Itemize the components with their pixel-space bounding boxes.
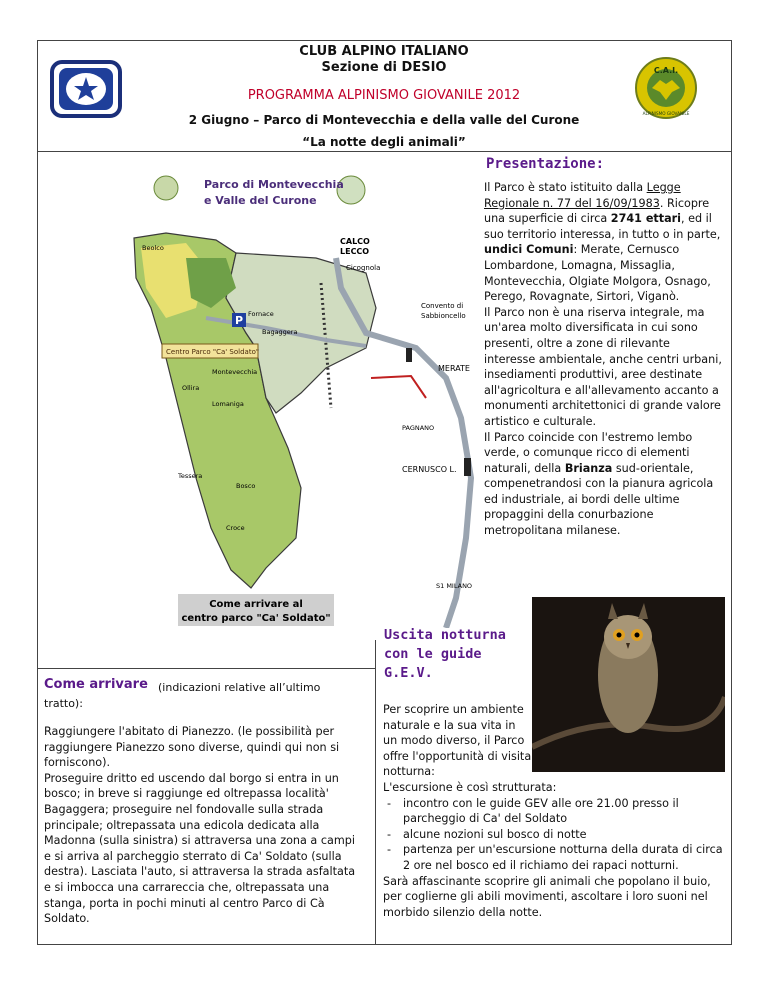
pres-comuni-bold: undici Comuni bbox=[484, 243, 574, 257]
uscita-list bbox=[383, 796, 728, 874]
column-divider bbox=[375, 640, 376, 945]
event-title: “La notte degli animali” bbox=[302, 135, 466, 149]
pres-law: Legge Regionale n. 77 del 16/09/1983 bbox=[484, 181, 681, 210]
event-line: 2 Giugno – Parco di Montevecchia e della valle del Curone bbox=[188, 113, 580, 127]
come-arrivare-p1: Raggiungere l'abitato di Pianezzo. (le possibilità per raggiungere Pianezzo sono diverse, quindi qui non si forniscono). bbox=[44, 725, 340, 770]
map-caption-2: centro parco "Ca' Soldato" bbox=[181, 613, 331, 624]
pres-intro: Il Parco è stato istituito dalla bbox=[484, 181, 647, 194]
header-divider bbox=[37, 151, 732, 152]
uscita-structure: L'escursione è così strutturata: bbox=[383, 780, 557, 794]
park-map bbox=[126, 158, 482, 628]
map-label-cernusco: CERNUSCO L. bbox=[402, 465, 457, 474]
map-label-calco: CALCO bbox=[340, 237, 370, 246]
svg-text:P: P bbox=[235, 314, 244, 327]
map-label-convento: Convento di bbox=[421, 302, 464, 310]
map-label-bagaggera: Bagaggera bbox=[262, 328, 298, 336]
traffic-light-icon-2 bbox=[406, 348, 412, 362]
logo-ring-text: ALPINISMO GIOVANILE bbox=[642, 111, 690, 116]
cai-mark: C.A.I. bbox=[653, 66, 679, 75]
map-title-2: e Valle del Curone bbox=[204, 194, 317, 207]
park-badge-icon bbox=[154, 176, 178, 200]
come-arrivare-title: Come arrivare bbox=[44, 677, 148, 692]
list-item: - partenza per un'escursione notturna della durata di circa 2 ore nel bosco ed il richiamo dei rapaci notturni. bbox=[383, 842, 728, 873]
uscita-text bbox=[383, 702, 728, 920]
map-label-pagnano: PAGNANO bbox=[402, 424, 435, 432]
uscita-title: Uscita notturna con le guide G.E.V. bbox=[384, 627, 506, 681]
cai-badge-logo bbox=[50, 58, 122, 120]
map-label-montevecchia: Montevecchia bbox=[212, 368, 258, 376]
map-label-s1: S1 MILANO bbox=[436, 582, 473, 590]
map-label-centro: Centro Parco "Ca' Soldato" bbox=[166, 348, 260, 356]
map-label-tessera: Tessera bbox=[178, 472, 203, 480]
pres-after-law: . bbox=[659, 196, 664, 210]
owl-head bbox=[604, 615, 652, 659]
pres-p3-bold: Brianza bbox=[564, 461, 613, 475]
map-title-1: Parco di Montevecchia bbox=[204, 178, 344, 191]
section-title: Sezione di DESIO bbox=[321, 60, 447, 75]
map-label-bosco: Bosco bbox=[236, 482, 256, 490]
map-label-ollira: Ollira bbox=[182, 384, 200, 392]
map-label-sabbioncello: Sabbioncello bbox=[421, 312, 466, 320]
pres-p3-post: sud-orientale, compenetrandosi con la pianura agricola ed industriale, ai bordi delle ultime propaggini della conurbazione metropolitana milanese. bbox=[484, 461, 714, 538]
list-item: - incontro con le guide GEV alle ore 21.00 presso il parcheggio di Ca' del Soldato bbox=[383, 796, 728, 827]
uscita-closing: Sarà affascinante scoprire gli animali che popolano il buio, per coglierne gli abili movimenti, ascoltare i loro suoni nel morbido silenzio della notte. bbox=[383, 874, 711, 919]
map-caption-1: Come arrivare al bbox=[209, 599, 303, 610]
pres-comuni-list: : Merate, Cernusco Lombardone, Lomagna, Missaglia, Montevecchia, Olgiate Molgora, Osnago, Perego, Rovagnate, Sirtori, Viganò. bbox=[484, 243, 711, 304]
come-arrivare-p2: Proseguire dritto ed uscendo dal borgo si entra in un bosco; in breve si raggiunge ed oltrepassa località' Bagaggera; proseguire nel fondovalle sulla strada principale; oltrepassata una edicola dedicata alla Madonna (sulla sinistra) si attraversa una zona a campi e si arriva al parcheggio sterrato di Ca' Soldato (sulla destra). Lasciata l'auto, si attraversa la strada asfaltata e si imbocca una carrareccia che, oltrepassata una stanga, porta in pochi minuti al centro Parco di Cà Soldato. bbox=[44, 771, 356, 926]
come-arrivare-note-2: tratto): bbox=[44, 697, 83, 710]
programme-title: PROGRAMMA ALPINISMO GIOVANILE 2012 bbox=[247, 88, 521, 103]
map-label-lecco: LECCO bbox=[340, 247, 370, 256]
map-label-fornace: Fornace bbox=[248, 310, 274, 318]
pres-surface-post: , ed il suo territorio interessa, in tutto o in parte, bbox=[484, 212, 721, 241]
pres-paragraph-2: Il Parco non è una riserva integrale, ma un'area molto diversificata in cui sono presenti, oltre a zone di rilevante interesse ambientale, anche centri urbani, insediamenti produttivi, aree destinate all'agricoltura e all'allevamento accanto a monumenti architettonici di grande valore artistico e culturale. bbox=[484, 305, 722, 428]
alpinismo-giovanile-logo bbox=[634, 56, 698, 120]
uscita-intro: Per scoprire un ambiente naturale e la sua vita in un modo diverso, il Parco offre l'opportunità di visita notturna: bbox=[383, 703, 532, 779]
club-title: CLUB ALPINO ITALIANO bbox=[299, 44, 469, 59]
presentazione-title: Presentazione: bbox=[486, 156, 605, 172]
come-arrivare-text bbox=[44, 724, 364, 927]
come-arrivare-note: (indicazioni relative all’ultimo bbox=[158, 681, 321, 694]
pres-p3-pre: Il Parco coincide con l'estremo lembo verde, o comunque ricco di elementi naturali, della bbox=[484, 430, 693, 475]
map-label-cicognola: Cicognola bbox=[346, 264, 381, 272]
map-label-beolco: Beolco bbox=[142, 244, 164, 252]
pres-surface-pre: Ricopre una superficie di circa bbox=[484, 196, 710, 226]
traffic-light-icon bbox=[464, 458, 471, 476]
map-label-croce: Croce bbox=[226, 524, 245, 532]
map-label-lomaniga: Lomaniga bbox=[212, 400, 244, 408]
map-label-merate: MERATE bbox=[438, 364, 470, 373]
map-bottom-divider bbox=[37, 668, 375, 669]
pres-surface-value: 2741 ettari bbox=[610, 212, 682, 226]
list-item: - alcune nozioni sul bosco di notte bbox=[383, 827, 728, 843]
presentazione-text bbox=[484, 180, 724, 539]
